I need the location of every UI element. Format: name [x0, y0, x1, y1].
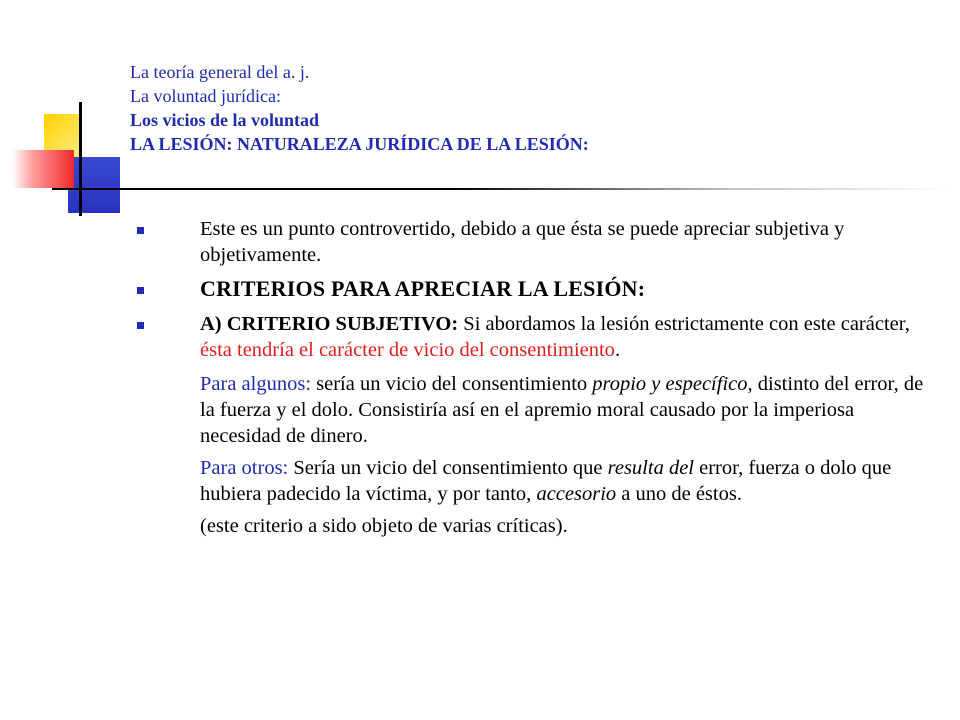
title-line-4: LA LESIÓN: NATURALEZA JURÍDICA DE LA LESIÓN: — [130, 134, 589, 154]
bullet-item-3 — [133, 311, 933, 363]
bullet-item-2 — [133, 276, 933, 303]
square-bullet-icon — [137, 287, 144, 294]
paragraph-label: Para algunos: — [200, 373, 312, 395]
slide-title — [130, 60, 930, 156]
bullet-text: Este es un punto controvertido, debido a que ésta se puede apreciar subjetiva y objetivamente. — [200, 218, 845, 266]
emphasis-text: resulta del — [607, 457, 694, 479]
slide-corner-decoration — [0, 0, 140, 230]
paragraph-critica — [133, 513, 933, 539]
paragraph-text: Sería un vicio del consentimiento que — [288, 457, 608, 479]
paragraph-label: Para otros: — [200, 457, 289, 479]
paragraph-text: (este criterio a sido objeto de varias críticas). — [200, 515, 568, 537]
bullet-text: Si abordamos la lesión estrictamente con este carácter, — [458, 313, 910, 335]
vertical-line-decoration — [79, 102, 82, 216]
title-line-2: La voluntad jurídica: — [130, 86, 281, 106]
paragraph-para-algunos — [133, 371, 933, 449]
paragraph-text: error, fuerza o dolo que hubiera padecido la víctima, y por tanto, — [200, 457, 892, 505]
title-underline-divider — [52, 188, 952, 190]
title-line-1: La teoría general del a. j. — [130, 62, 310, 82]
highlighted-text: ésta tendría el carácter de vicio del consentimiento — [200, 339, 615, 361]
square-bullet-icon — [137, 322, 144, 329]
paragraph-text: , distinto del error, de la fuerza y el dolo. Consistiría así en el apremio moral causado por la imperiosa necesidad de dinero. — [200, 373, 924, 447]
blue-square-decoration — [68, 157, 120, 213]
emphasis-text: propio y específico — [592, 373, 748, 395]
paragraph-text: sería un vicio del consentimiento — [311, 373, 593, 395]
bullet-text-end: . — [614, 339, 621, 361]
title-line-3: Los vicios de la voluntad — [130, 110, 320, 130]
bullet-heading: CRITERIOS PARA APRECIAR LA LESIÓN: — [200, 276, 646, 301]
square-bullet-icon — [137, 227, 144, 234]
paragraph-text: a uno de éstos. — [616, 483, 742, 505]
slide-body — [133, 216, 933, 545]
paragraph-para-otros — [133, 455, 933, 507]
criterion-label: A) CRITERIO SUBJETIVO: — [200, 313, 459, 335]
bullet-item-1 — [133, 216, 933, 268]
red-gradient-decoration — [12, 150, 74, 188]
emphasis-text: accesorio — [536, 483, 617, 505]
